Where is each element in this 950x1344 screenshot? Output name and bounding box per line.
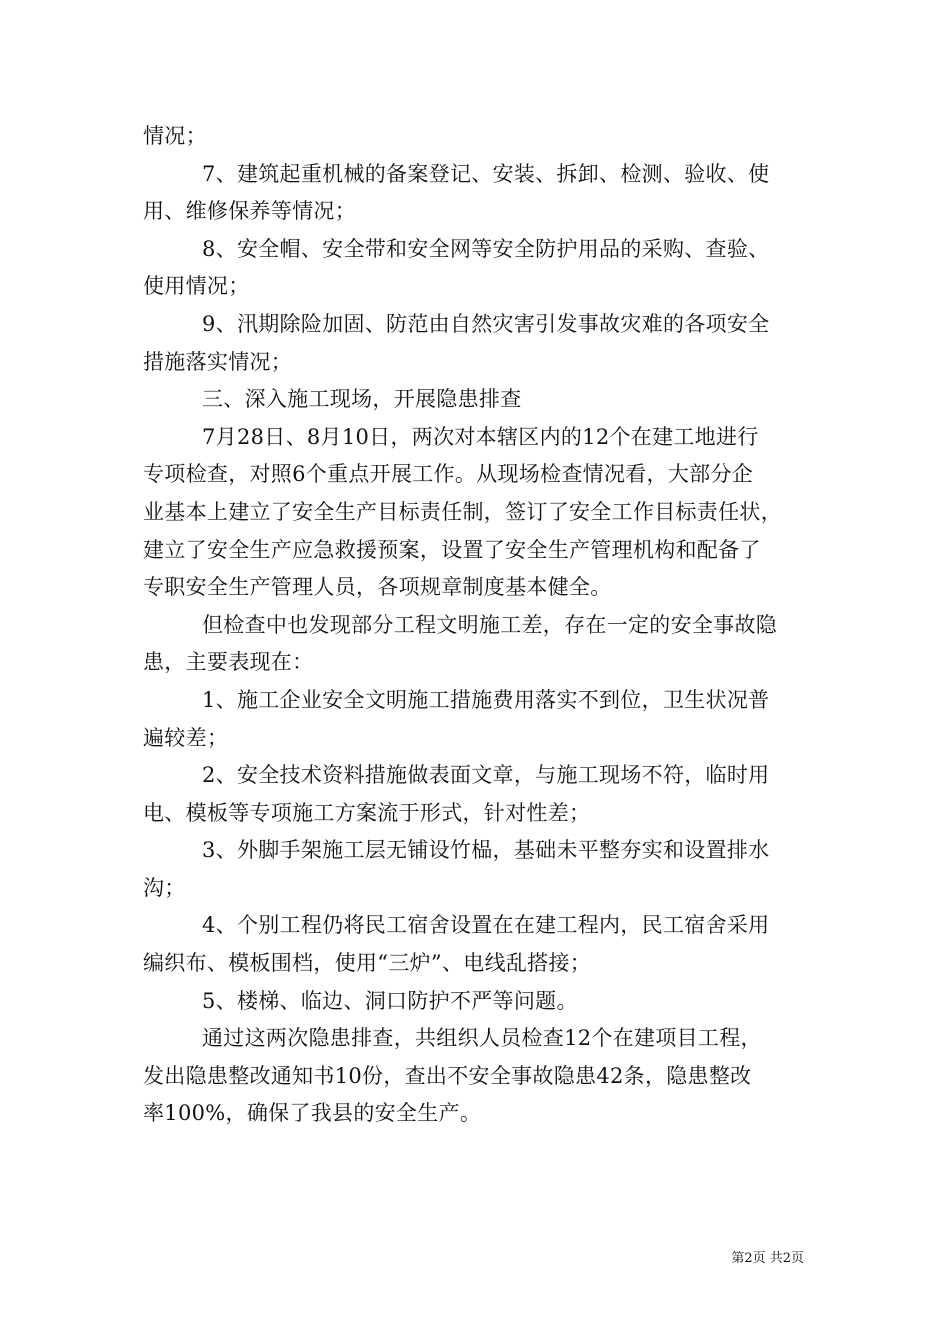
text-line: 但检查中也发现部分工程文明施工差，存在一定的安全事故隐 bbox=[202, 612, 778, 637]
text-line: 沟； bbox=[143, 875, 186, 900]
page-number-footer: 第2页 共2页 bbox=[731, 1251, 804, 1266]
document-body bbox=[143, 118, 808, 1133]
text-line: 情况； bbox=[143, 124, 207, 148]
text-line: 用、维修保养等情况； bbox=[143, 199, 356, 224]
text-line: 电、模板等专项施工方案流于形式，针对性差； bbox=[143, 800, 591, 825]
text-line: 专项检查，对照6个重点开展工作。从现场检查情况看，大部分企 bbox=[143, 462, 754, 487]
text-line: 1、施工企业安全文明施工措施费用落实不到位，卫生状况普 bbox=[202, 687, 770, 712]
text-line: 3、外脚手架施工层无铺设竹榀，基础未平整夯实和设置排水 bbox=[202, 838, 770, 863]
text-line: 遍较差； bbox=[143, 725, 229, 750]
text-line: 7月28日、8月10日，两次对本辖区内的12个在建工地进行 bbox=[202, 424, 759, 449]
text-line: 4、个别工程仍将民工宿舍设置在在建工程内，民工宿舍采用 bbox=[202, 913, 770, 938]
text-line: 7、建筑起重机械的备案登记、安装、拆卸、检测、验收、使 bbox=[202, 161, 770, 186]
text-line: 三、深入施工现场，开展隐患排查 bbox=[202, 387, 522, 412]
text-line: 发出隐患整改通知书10份，查出不安全事故隐患42条，隐患整改 bbox=[143, 1063, 752, 1088]
text-line: 建立了安全生产应急救援预案，设置了安全生产管理机构和配备了 bbox=[143, 537, 761, 562]
text-line: 专职安全生产管理人员，各项规章制度基本健全。 bbox=[143, 575, 612, 600]
text-line: 措施落实情况； bbox=[143, 349, 293, 374]
text-line: 使用情况； bbox=[143, 274, 250, 299]
text-line: 8、安全帽、安全带和安全网等安全防护用品的采购、查验、 bbox=[202, 236, 770, 261]
text-line: 5、楼梯、临边、洞口防护不严等问题。 bbox=[202, 988, 578, 1013]
text-line: 患，主要表现在： bbox=[143, 650, 314, 675]
text-line: 通过这两次隐患排查，共组织人员检查12个在建项目工程， bbox=[202, 1026, 762, 1051]
text-line: 9、汛期除险加固、防范由自然灾害引发事故灾难的各项安全 bbox=[202, 311, 770, 336]
text-line: 编织布、模板围档，使用“三炉”、电线乱搭接； bbox=[143, 951, 592, 976]
text-line: 2、安全技术资料措施做表面文章，与施工现场不符，临时用 bbox=[202, 763, 770, 788]
text-line: 业基本上建立了安全生产目标责任制，签订了安全工作目标责任状， bbox=[143, 499, 782, 524]
text-line: 率100%，确保了我县的安全生产。 bbox=[143, 1101, 482, 1126]
